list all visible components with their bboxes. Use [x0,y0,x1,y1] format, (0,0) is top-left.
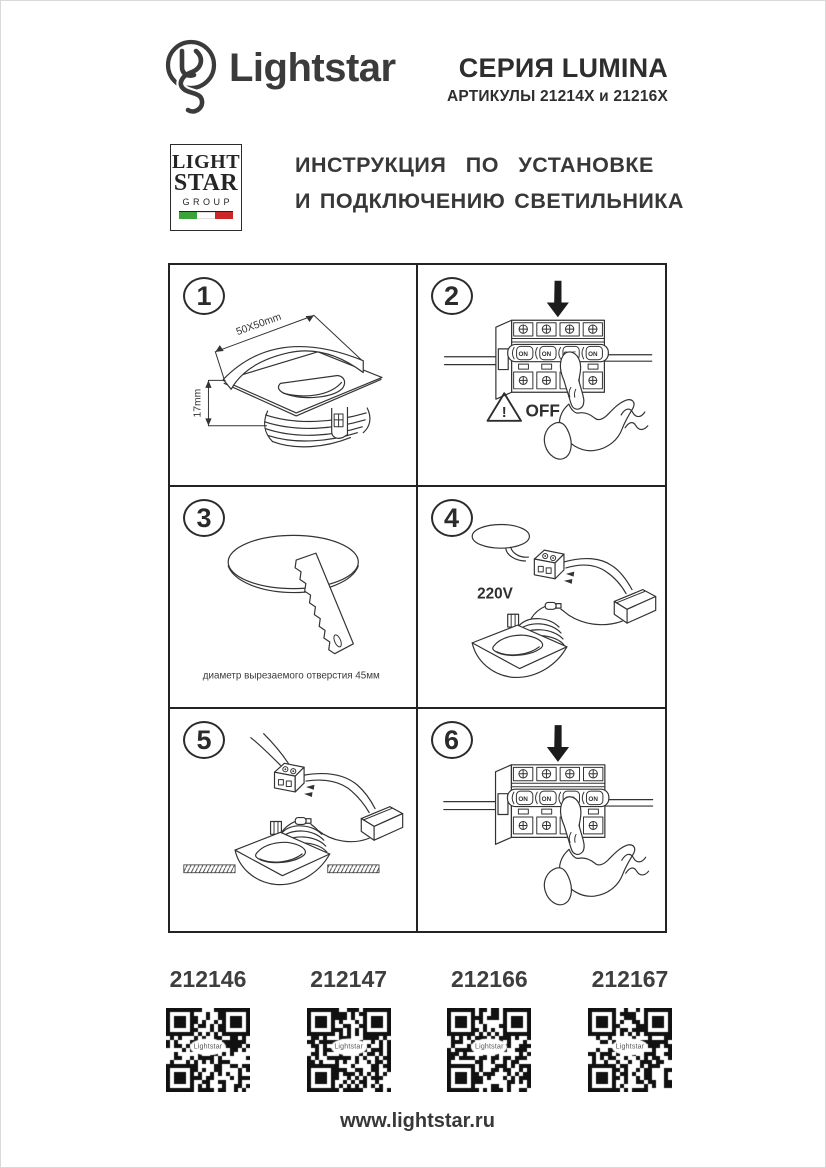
recessed-lamp-icon [472,614,567,677]
breaker-switch-label: ON [587,351,598,359]
flag-white [197,212,215,219]
group-logo-line2: STAR [173,170,239,196]
connector-icon [545,602,561,609]
step-number-1: 1 [183,277,225,315]
step-cell-3 [170,487,418,709]
lightstar-logo-icon [163,37,223,125]
qr-logo-label: Lightstar [193,1043,223,1051]
step-number-4: 4 [431,499,473,537]
cutout-caption: диаметр вырезаемого отверстия 45мм [202,670,380,682]
flag-green [179,212,197,219]
terminal-block-icon [534,550,564,579]
step-number-3: 3 [183,499,225,537]
cutout-drawing [228,535,358,653]
driver-box-icon [614,590,655,624]
product-code: 212147 [310,966,388,992]
articles-subtitle: АРТИКУЛЫ 21214X и 21216X [446,88,668,105]
terminal-block-icon [275,763,305,792]
cut-disc-icon [472,524,529,548]
lamp-dimensions-drawing [193,312,382,447]
series-title: СЕРИЯ LUMINA [458,53,668,83]
product-code: 212166 [450,966,528,992]
website-url: www.lightstar.ru [340,1110,495,1132]
instruction-title-line2: И ПОДКЛЮЧЕНИЮ СВЕТИЛЬНИКА [295,189,684,213]
step-number-6: 6 [431,721,473,759]
step-cell-6 [418,709,666,931]
group-logo-line3: GROUP [182,197,233,207]
warning-mark: ! [501,404,507,421]
brand-wordmark: Lightstar [229,46,396,90]
installation-diagram [184,734,403,885]
step-cell-2 [418,265,666,487]
voltage-label: 220V [476,585,513,603]
qr-code [588,1008,672,1092]
dimension-height-label: 17mm [192,388,204,418]
product-item [585,966,675,1092]
instruction-title [295,153,684,214]
step-number-2: 2 [431,277,473,315]
instruction-title-line1: ИНСТРУКЦИЯ ПО УСТАНОВКЕ [295,153,654,177]
breaker-panel-icon [443,725,652,844]
flag-red [215,212,233,219]
qr-code [166,1008,250,1092]
breaker-switch-label: ON [541,351,551,359]
breaker-switch-label: ON [517,795,528,803]
product-item [444,966,534,1092]
qr-logo-label: Lightstar [334,1043,363,1051]
lightstar-group-logo [170,144,242,231]
ceiling-hatch-left [184,865,235,873]
steps-grid [168,263,667,933]
product-item [163,966,253,1092]
product-item [304,966,394,1092]
step-cell-4 [418,487,666,709]
product-code: 212146 [169,966,247,992]
product-code: 212167 [591,966,669,992]
breaker-panel-icon [444,281,651,399]
product-codes-row [163,966,675,1092]
qr-logo-label: Lightstar [474,1043,504,1051]
group-logo-line1: LIGHT [171,151,241,173]
breaker-switch-label: ON [587,795,598,803]
italian-flag-icon [179,211,233,219]
connector-icon [295,818,311,825]
breaker-switch-label: ON [541,795,551,803]
dimension-width-label: 50X50mm [234,311,283,339]
driver-box-icon [361,807,402,841]
breaker-switch-label: ON [518,351,528,359]
qr-code [307,1008,391,1092]
off-label: OFF [524,400,560,421]
ceiling-hatch-right [328,865,379,873]
step-number-5: 5 [183,721,225,759]
step-cell-5 [170,709,418,931]
qr-code [447,1008,531,1092]
qr-logo-label: Lightstar [615,1043,645,1051]
step-cell-1 [170,265,418,487]
